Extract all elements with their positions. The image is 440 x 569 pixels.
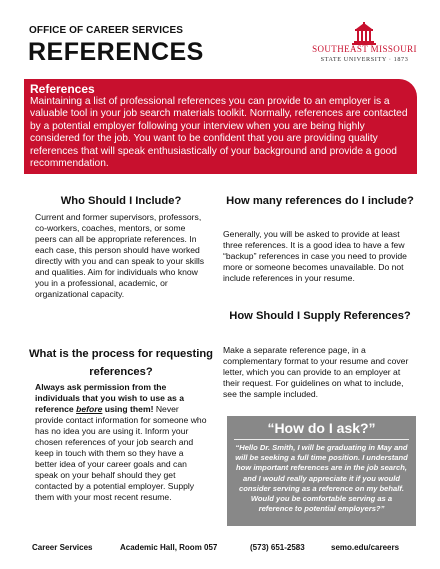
process-bold-emph: before [76, 404, 103, 414]
logo-subtitle: STATE UNIVERSITY · 1873 [320, 56, 409, 63]
how-ask-divider [234, 439, 409, 440]
how-many-text: Generally, you will be asked to provide at least three references. It is a good idea to have a few “backup” references in case you need to provide more or someone becomes unavailable. Do not include references in your resume. [223, 229, 407, 283]
how-ask-panel [227, 416, 416, 526]
process-text [35, 382, 207, 503]
intro-text: Maintaining a list of professional references you can provide to an employer is a valuable tool in your job search materials toolkit. Normally, references are contacted by a potential employer following your interview when you are being highly considered for the job. You want to be confident that you are providing quality references that will speak enthusiastically of your background and provide a good recommendation. [30, 96, 408, 170]
who-include-text: Current and former supervisors, professors, co-workers, coaches, mentors, or some peers can all be appropriate references. In each case, this person should have worked directly with you and can speak to your skills and qualities. Aim for individuals who know you in a professional, academic, or organizational capacity. [35, 212, 205, 299]
process-bold-2: using them! [102, 404, 154, 414]
office-label: OFFICE OF CAREER SERVICES [29, 25, 184, 36]
university-logo [312, 22, 417, 68]
intro-panel [24, 79, 417, 174]
who-include-heading: Who Should I Include? [60, 195, 182, 207]
process-rest: Never provide contact information for someone who has no idea you are using it. Inform your chosen references of your job search and keep in touch with them so they have a better idea of your career goals and can speak on your behalf should they get contacted by a potential employer. Supply them with your most recent resume. [35, 404, 207, 502]
logo-name: SOUTHEAST MISSOURI [312, 44, 417, 54]
process-bold-1: Always ask permission from the individuals that you wish to use as a reference [35, 382, 184, 414]
how-ask-quote: “Hello Dr. Smith, I will be graduating in May and will be seeking a full time position. I understand how important references are in the job search, and I would really appreciate it if you would consider serving as a reference on my behalf. Would you be comfortable serving as a reference to potential employers?” [235, 443, 408, 514]
how-ask-heading: “How do I ask?” [267, 420, 376, 436]
intro-heading: References [30, 82, 95, 96]
supply-text: Make a separate reference page, in a complementary format to your resume and cover letter, which you can provide to an employer at their request. For guidelines on what to include, see the sample included. [223, 345, 409, 399]
footer [0, 543, 440, 555]
page-title: REFERENCES [28, 38, 204, 66]
supply-heading: How Should I Supply References? [229, 310, 411, 322]
footer-phone: (573) 651-2583 [250, 543, 305, 552]
academic-hall-seal-icon [350, 22, 378, 46]
how-many-heading: How many references do I include? [226, 195, 414, 207]
footer-office: Career Services [32, 543, 93, 552]
process-heading: What is the process for requesting references? [28, 348, 213, 378]
footer-location: Academic Hall, Room 057 [120, 543, 218, 552]
footer-website: semo.edu/careers [331, 543, 400, 552]
